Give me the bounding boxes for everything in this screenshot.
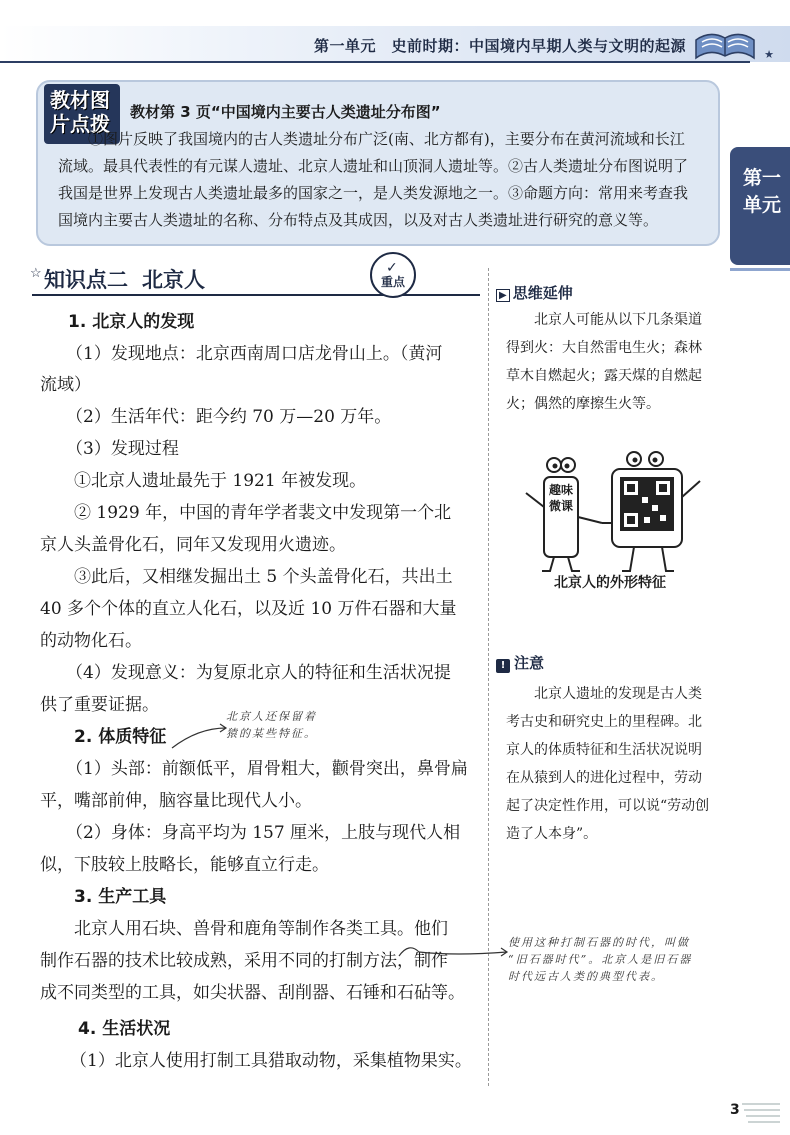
text-line: 北京人用石块、兽骨和鹿角等制作各类工具。他们 bbox=[74, 919, 448, 939]
thinking-extension-body: 北京人可能从以下几条渠道得到火：大自然雷电生火；森林草木自燃起火；露天煤的自燃起火；偶然的摩擦生火等。 bbox=[506, 312, 702, 412]
handwritten-note-line: 时代远古人类的典型代表。 bbox=[508, 970, 664, 983]
handwritten-note-1 bbox=[226, 708, 317, 742]
play-icon: ▶ bbox=[496, 289, 510, 302]
section-underline bbox=[32, 294, 480, 296]
chapter-tab-label: 第一单元 bbox=[742, 167, 781, 216]
mascot-caption: 北京人的外形特征 bbox=[554, 575, 666, 591]
text-line: 似，下肢较上肢略长，能够直立行走。 bbox=[40, 855, 329, 875]
subheading-living-conditions: 4. 生活状况 bbox=[78, 1019, 171, 1039]
text-line: ③此后，又相继发掘出土 5 个头盖骨化石，共出土 bbox=[74, 567, 453, 587]
text-line: 流域） bbox=[40, 375, 91, 395]
handwritten-note-line: 猿的某些特征。 bbox=[226, 727, 317, 740]
micro-lesson-mascot-icon bbox=[512, 447, 712, 577]
tip-box-label: 教材图片点拨 bbox=[44, 84, 120, 144]
subheading-physical-features: 2. 体质特征 bbox=[74, 727, 167, 747]
section-title bbox=[44, 264, 205, 294]
open-book-icon bbox=[692, 26, 758, 66]
key-point-badge bbox=[370, 252, 416, 298]
chapter-tab-underline bbox=[730, 268, 790, 271]
subheading-discovery: 1. 北京人的发现 bbox=[68, 312, 195, 332]
thinking-extension-heading bbox=[496, 282, 573, 303]
tip-box-body: ①图片反映了我国境内的古人类遗址分布广泛(南、北方都有)，主要分布在黄河流域和长江流域。最具代表性的有元谋人遗址、北京人遗址和山顶洞人遗址等。②古人类遗址分布图说明了我国是世界上发现古人类遗址最多的国家之一，是人类发源地之一。③命题方向：常用来考查我国境内主要古人类遗址的名称、分布特点及其成因，以及对古人类遗址进行研究的意义等。 bbox=[58, 130, 689, 229]
star-icon: ★ bbox=[764, 48, 774, 61]
text-line: 成不同类型的工具，如尖状器、刮削器、石锤和石砧等。 bbox=[40, 983, 465, 1003]
text-line: （1）发现地点：北京西南周口店龙骨山上。（黄河 bbox=[66, 344, 443, 364]
header-rule bbox=[0, 61, 750, 63]
section-star-icon: ☆ bbox=[30, 266, 42, 281]
text-line: 40 多个个体的直立人化石，以及近 10 万件石器和大量 bbox=[40, 599, 457, 619]
notice-body: 北京人遗址的发现是古人类考古史和研究史上的里程碑。北京人的体质特征和生活状况说明在从猿到人的进化过程中，劳动起了决定性作用，可以说“劳动创造了人本身”。 bbox=[506, 686, 710, 842]
text-line: （3）发现过程 bbox=[66, 439, 179, 459]
page-edge-lines bbox=[740, 1100, 780, 1128]
unit-title: 第一单元 史前时期：中国境内早期人类与文明的起源 bbox=[313, 37, 686, 55]
section-subtitle: 北京人 bbox=[142, 268, 205, 292]
handwritten-note-2 bbox=[508, 934, 728, 985]
text-line: 供了重要证据。 bbox=[40, 695, 159, 715]
tip-box-title: 教材第 3 页“中国境内主要古人类遗址分布图” bbox=[130, 103, 441, 121]
text-line: 的动物化石。 bbox=[40, 631, 142, 651]
text-line: （2）身体：身高平均为 157 厘米，上肢与现代人相 bbox=[66, 823, 461, 843]
handwritten-arrow-icon bbox=[395, 940, 513, 962]
handwritten-note-line: 使用这种打制石器的时代，叫做 bbox=[508, 936, 690, 949]
text-line: （2）生活年代：距今约 70 万—20 万年。 bbox=[66, 407, 392, 427]
notice-heading bbox=[496, 652, 544, 673]
key-point-badge-label: 重点 bbox=[380, 275, 405, 289]
text-line: 平，嘴部前伸，脑容量比现代人小。 bbox=[40, 791, 312, 811]
section-title-label: 知识点二 bbox=[44, 268, 128, 292]
text-line: 京人头盖骨化石，同年又发现用火遗迹。 bbox=[40, 535, 346, 555]
text-line: ①北京人遗址最先于 1921 年被发现。 bbox=[74, 471, 367, 491]
text-line: ② 1929 年，中国的青年学者裴文中发现第一个北 bbox=[74, 503, 452, 523]
notice-title: 注意 bbox=[514, 654, 545, 672]
text-line: 制作石器的技术比较成熟，采用不同的打制方法，制作 bbox=[40, 951, 448, 971]
handwritten-note-line: “旧石器时代”。北京人是旧石器 bbox=[508, 953, 693, 966]
mascot-label: 趣味微课 bbox=[549, 483, 574, 513]
subheading-tools: 3. 生产工具 bbox=[74, 887, 167, 907]
page-number: 3 bbox=[730, 1102, 740, 1118]
text-line: （1）头部：前额低平，眉骨粗大，颧骨突出，鼻骨扁 bbox=[66, 759, 468, 779]
thinking-extension-title: 思维延伸 bbox=[512, 284, 573, 302]
text-line: （1）北京人使用打制工具猎取动物，采集植物果实。 bbox=[70, 1051, 472, 1071]
warning-icon: ! bbox=[496, 659, 510, 673]
handwritten-note-line: 北京人还保留着 bbox=[226, 710, 317, 723]
handwritten-arrow-icon bbox=[168, 722, 230, 752]
text-line: （4）发现意义：为复原北京人的特征和生活状况提 bbox=[66, 663, 451, 683]
chapter-tab bbox=[730, 147, 790, 265]
check-icon: ✓ bbox=[386, 260, 398, 276]
